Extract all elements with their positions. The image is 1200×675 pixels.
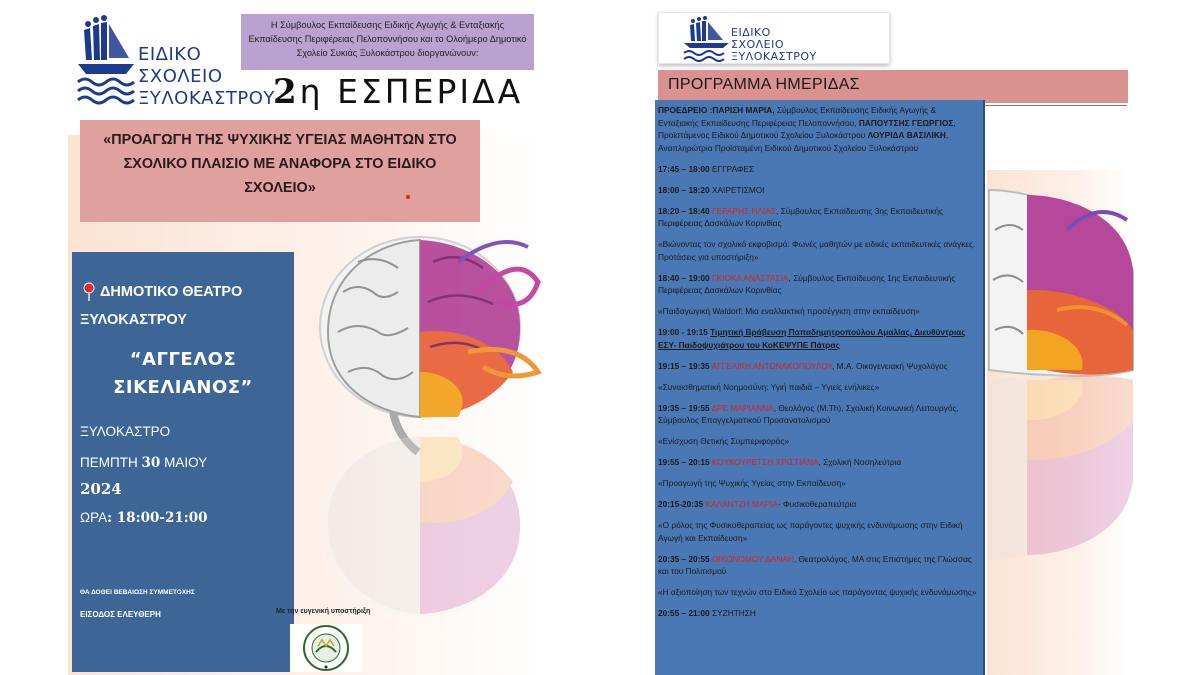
item-speaker: ΓΚΙΟΚΑ ΑΝΑΣΤΑΣΙΑ bbox=[711, 272, 789, 283]
item-talk-title: «Ο ρόλος της Φυσικοθεραπείας ως παράγοντες ψυχικής ενδυνάμωσης στην Ειδική Αγωγή και Εκπαίδευση» bbox=[658, 520, 963, 543]
program-item bbox=[658, 184, 977, 197]
event-title-text: η ΕΣΠΕΡΙΔΑ bbox=[299, 72, 524, 111]
item-time: 19:00 - 19:15 bbox=[658, 327, 708, 337]
event-date bbox=[80, 455, 207, 471]
divider bbox=[985, 105, 1127, 106]
item-speaker: ΓΕΡΑΡΗΣ ΗΛΙΑΣ bbox=[711, 205, 777, 216]
program-sheet bbox=[655, 10, 1135, 675]
program-item bbox=[658, 205, 977, 230]
item-time: 19:55 – 20:15 bbox=[658, 457, 710, 467]
item-role: , Σύμβουλος Εκπαίδευσης 3ης Εκπαιδευτικής Περιφέρειας Δασκάλων Κορινθίας bbox=[658, 205, 943, 228]
presidium-name-3: ΛΟΥΡΙΔΑ ΒΑΣΙΛΙΚΗ bbox=[867, 130, 946, 140]
item-talk-title: «Η αξιοποίηση των τεχνών στο Ειδικό Σχολείο ως παράγοντας ψυχικής ενδυνάμωσης» bbox=[658, 587, 977, 597]
item-role: , Θεολόγος (M.Th), Σχολική Κοινωνική Λειτουργός, Σύμβουλος Επαγγελματικού Προσανατολισμού bbox=[658, 402, 959, 425]
item-role: - Φυσικοθεραπεύτρια bbox=[777, 499, 857, 509]
event-month: ΜΑΙΟΥ bbox=[164, 455, 208, 470]
program-item bbox=[658, 456, 977, 469]
item-talk-title: «Ενίσχυση Θετικής Συμπεριφοράς» bbox=[658, 436, 790, 446]
presidium bbox=[658, 104, 977, 154]
item-speaker: ΟΙΚΟΝΟΜΟΥ ΔΑΝΑΗ bbox=[711, 553, 794, 564]
map-pin-icon bbox=[82, 282, 96, 302]
theatre-name: “ΑΓΓΕΛΟΣ ΣΙΚΕΛΙΑΝΟΣ” bbox=[113, 349, 253, 398]
school-logo-icon bbox=[74, 14, 138, 114]
item-text: ΣΥΖΗΤΗΣΗ bbox=[711, 608, 756, 618]
event-year bbox=[80, 480, 122, 498]
item-talk-title: «Προαγωγή της Ψυχικής Υγείας στην Εκπαίδευση» bbox=[658, 478, 846, 488]
organizers-banner: Η Σύμβουλος Εκπαίδευσης Ειδικής Αγωγής & Ενταξιακής Εκπαίδευσης Περιφέρειας Πελοποννήσου και το Ολοήμερο Δημοτικό Σχολείο Συκιάς Ξυλοκάστρου διοργανώνουν: bbox=[241, 14, 534, 70]
item-time: 19:35 – 19:55 bbox=[658, 402, 710, 413]
event-number: 2 bbox=[273, 72, 300, 112]
time-label: ΩΡΑ bbox=[80, 510, 108, 525]
item-time: 18:00 – 18:20 bbox=[658, 184, 710, 195]
presidium-label: ΠΡΟΕΔΡΕΙΟ : bbox=[658, 105, 713, 115]
program-item bbox=[658, 553, 977, 578]
program-item bbox=[658, 498, 977, 511]
program-item bbox=[658, 360, 977, 373]
venue-panel bbox=[72, 252, 294, 672]
item-text: ΕΓΓΡΑΦΕΣ bbox=[711, 163, 755, 174]
program-item bbox=[658, 163, 977, 176]
presidium-role-3: , Αναπληρώτρια Προϊσταμένη Ειδικού Δημοτικού Σχολείου Ξυλοκάστρου bbox=[658, 130, 949, 153]
item-role: , Θεατρολόγος, ΜΑ στις Επιστήμες της Γλώσσας και του Πολιτισμού bbox=[658, 553, 972, 576]
item-speaker: ΚΟΥΚΟΥΡΕΤΣΗ ΧΡΙΣΤΙΑΝΑ bbox=[711, 457, 819, 467]
item-time: 19:15 – 19:35 bbox=[658, 360, 710, 371]
event-date-number: 30 bbox=[141, 455, 161, 471]
program-item bbox=[658, 607, 977, 620]
item-talk-title: «Παιδαγωγική Waldorf: Μια εναλλακτική προσέγγιση στην εκπαίδευση» bbox=[658, 306, 920, 316]
sponsor-logo bbox=[290, 624, 362, 672]
logo-line-1: ΕΙΔΙΚΟ bbox=[731, 26, 771, 39]
time-value: : 18:00-21:00 bbox=[107, 510, 208, 526]
logo-line-3: ΞΥΛΟΚΑΣΤΡΟΥ bbox=[138, 88, 275, 109]
logo-line-2: ΣΧΟΛΕΙΟ bbox=[138, 66, 223, 87]
item-time: 20:55 – 21:00 bbox=[658, 608, 710, 618]
program-item bbox=[658, 402, 977, 427]
item-time: 17:45 – 18:00 bbox=[658, 163, 710, 174]
brain-illustration-right bbox=[987, 170, 1135, 570]
event-poster bbox=[68, 10, 543, 675]
item-talk-title: «Βιώνοντας τον σχολικό εκφοβισμό: Φωνές μαθητών με ειδικές εκπαιδευτικές ανάγκες. Προτάσεις για υποστήριξη» bbox=[658, 239, 976, 262]
presidium-role-1: Σύμβουλος Εκπαίδευσης Ειδικής Αγωγής & Ενταξιακής Εκπαίδευσης Περιφέρειας Πελοποννήσου, bbox=[658, 105, 937, 128]
event-day: ΠΕΜΠΤΗ bbox=[80, 455, 138, 470]
item-time: 18:20 – 18:40 bbox=[658, 205, 710, 216]
item-speaker: ΚΑΛΑΝΤΖΗ ΜΑΡΙΑ bbox=[705, 499, 778, 509]
event-year-value: 2024 bbox=[80, 480, 122, 498]
school-logo-right bbox=[658, 12, 890, 64]
program-panel bbox=[655, 100, 985, 675]
item-text: ΧΑΙΡΕΤΙΣΜΟΙ bbox=[711, 184, 765, 195]
item-role: , Σχολική Νοσηλεύτρια bbox=[818, 457, 902, 467]
presidium-name-2: ΠΑΠΟΥΤΣΗΣ ΓΕΩΡΓΙΟΣ bbox=[858, 117, 954, 128]
attendance-certificate-note: ΘΑ ΔΟΘΕΙ ΒΕΒΑΙΩΣΗ ΣΥΜΜΕΤΟΧΗΣ bbox=[80, 589, 195, 596]
logo-line-3: ΞΥΛΟΚΑΣΤΡΟΥ bbox=[731, 50, 817, 63]
event-time bbox=[80, 510, 208, 526]
red-dot bbox=[406, 195, 410, 199]
program-title: ΠΡΟΓΡΑΜΜΑ ΗΜΕΡΙΔΑΣ bbox=[658, 70, 1128, 103]
logo-line-1: ΕΙΔΙΚΟ bbox=[138, 44, 202, 65]
item-time: 20:35 – 20:55 bbox=[658, 553, 710, 564]
program-item bbox=[658, 272, 977, 297]
presidium-name-1: ΠΑΡΙΣΗ ΜΑΡΙΑ, bbox=[712, 105, 775, 115]
venue-line-1: ΔΗΜΟΤΙΚΟ ΘΕΑΤΡΟ bbox=[100, 284, 243, 300]
item-role: , M.A. Οικογενειακή Ψυχολόγος bbox=[832, 360, 948, 371]
town: ΞΥΛΟΚΑΣΤΡΟ bbox=[80, 424, 171, 439]
item-text: Τιμητική Βράβευση Παπαδημητροπούλου Αμαλίας, Διευθύντριας ΕΣΥ- Παιδοψυχιάτρου του ΚοΚΕΨΥΠΕ Πάτρας bbox=[658, 327, 966, 350]
item-talk-title: «Συναισθηματική Νοημοσύνη: Υγιή παιδιά – Υγιείς ενήλικες» bbox=[658, 381, 880, 392]
support-note: Με την ευγενική υποστήριξη bbox=[276, 608, 371, 615]
item-time: 18:40 – 19:00 bbox=[658, 272, 710, 283]
program-item bbox=[658, 326, 977, 351]
free-entry-note: ΕΙΣΟΔΟΣ ΕΛΕΥΘΕΡΗ bbox=[80, 610, 161, 619]
event-title bbox=[273, 72, 523, 112]
item-speaker: ΔΡΕ ΜΑΡΙΑΝΝΑ bbox=[711, 402, 774, 413]
municipality-seal-icon bbox=[290, 624, 362, 672]
item-time: 20:15-20:35 bbox=[658, 499, 704, 509]
item-role: , Σύμβουλος Εκπαίδευσης 1ης Εκπαιδευτικής Περιφέρειας Δασκάλων Κορινθίας bbox=[658, 272, 956, 295]
topic-box: «ΠΡΟΑΓΩΓΗ ΤΗΣ ΨΥΧΙΚΗΣ ΥΓΕΙΑΣ ΜΑΘΗΤΩΝ ΣΤΟ ΣΧΟΛΙΚΟ ΠΛΑΙΣΙΟ ΜΕ ΑΝΑΦΟΡΑ ΣΤΟ ΕΙΔΙΚΟ ΣΧΟΛΕΙΟ» bbox=[80, 120, 480, 222]
brain-illustration bbox=[298, 222, 543, 622]
logo-line-2: ΣΧΟΛΕΙΟ bbox=[731, 38, 785, 51]
presidium-role-2: , Προϊστάμενος Ειδικού Δημοτικού Σχολείου Ξυλοκάστρου bbox=[658, 117, 956, 140]
school-logo bbox=[74, 14, 275, 114]
item-speaker: ΑΓΓΕΛΙΚΗ ΑΝΤΩΝΑΚΟΠΟΥΛΟΥ bbox=[711, 360, 832, 371]
venue-line-2: ΞΥΛΟΚΑΣΤΡΟΥ bbox=[80, 312, 187, 328]
